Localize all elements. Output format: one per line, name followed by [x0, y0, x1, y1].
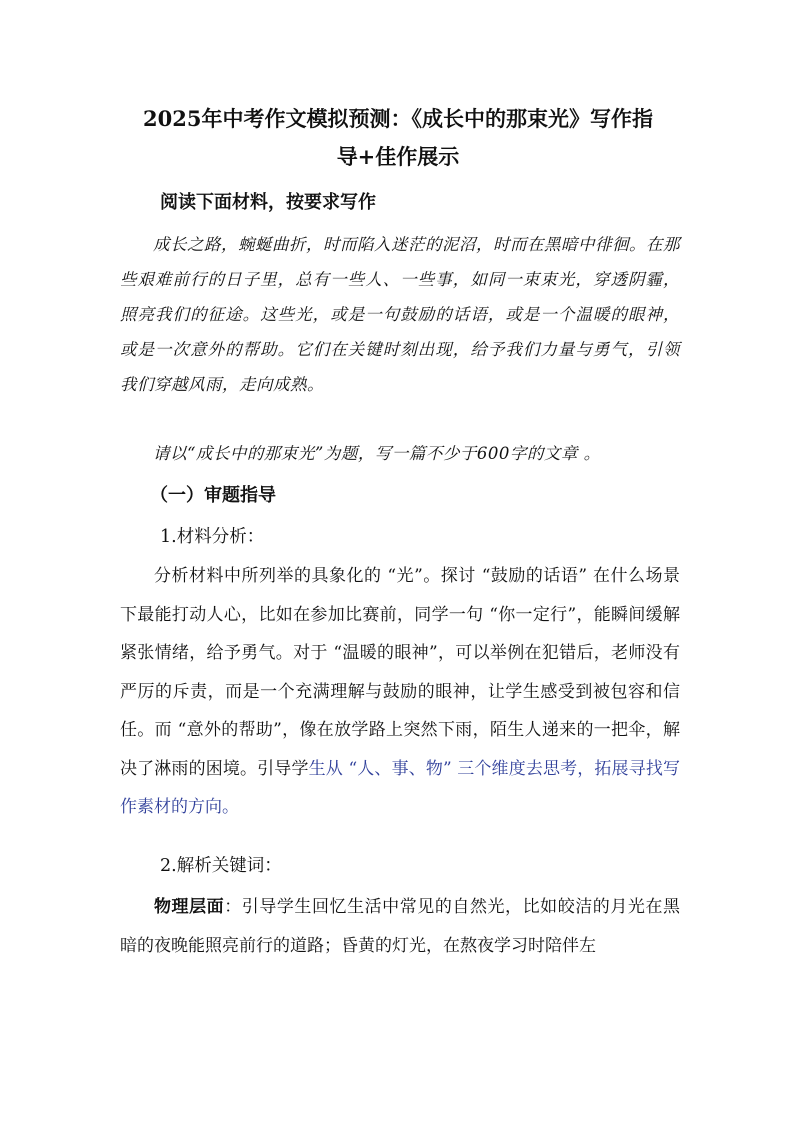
material-paragraph: 成长之路，蜿蜒曲折，时而陷入迷茫的泥沼，时而在黑暗中徘徊。在那些艰难前行的日子里，总有一些人、一些事，如同一束束光，穿透阴霾，照亮我们的征途。这些光，或是一句鼓励的话语，或是一个温暖的眼神，或是一次意外的帮助。它们在关键时刻出现，给予我们力量与勇气，引领我们穿越风雨，走向成熟。 — [120, 235, 680, 394]
analysis-paragraph — [120, 557, 680, 827]
subheading-material-analysis: 1.材料分析： — [160, 527, 265, 547]
keyword-label: 物理层面 — [154, 897, 225, 917]
title-line-2: 导+佳作展示 — [336, 144, 460, 169]
subheading-keyword-analysis: 2.解析关键词： — [160, 856, 282, 876]
title-line-1: 2025年中考作文模拟预测：《成长中的那束光》写作指 — [143, 106, 653, 131]
section-heading-review-guidance: （一）审题指导 — [150, 485, 276, 506]
writing-prompt: 请以“成长中的那束光”为题，写一篇不少于600字的文章 。 — [153, 444, 601, 463]
keyword-paragraph — [120, 888, 680, 965]
page-title — [120, 100, 676, 176]
keyword-text: ：引导学生回忆生活中常见的自然光，比如皎洁的月光在黑暗的夜晚能照亮前行的道路；昏黄的灯光，在熬夜学习时陪伴左 — [120, 897, 681, 956]
instruction-heading: 阅读下面材料，按要求写作 — [160, 192, 376, 213]
analysis-text-highlight: 生从 “人、事、物” 三个维度去思考，拓展寻找写作素材的方向。 — [120, 758, 680, 817]
analysis-text: 分析材料中所列举的具象化的 “光”。探讨 “鼓励的话语” 在什么场景下最能打动人心，比如在参加比赛前，同学一句 “你一定行”，能瞬间缓解紧张情绪，给予勇气。对于 “温暖的眼神”，可以举例在犯错后，老师没有严厉的斥责，而是一个充满理解与鼓励的眼神，让学生感受到被包容和信任。而 “意外的帮助”，像在放学路上突然下雨，陌生人递来的一把伞，解决了淋雨的困境。引导学 — [120, 566, 680, 779]
